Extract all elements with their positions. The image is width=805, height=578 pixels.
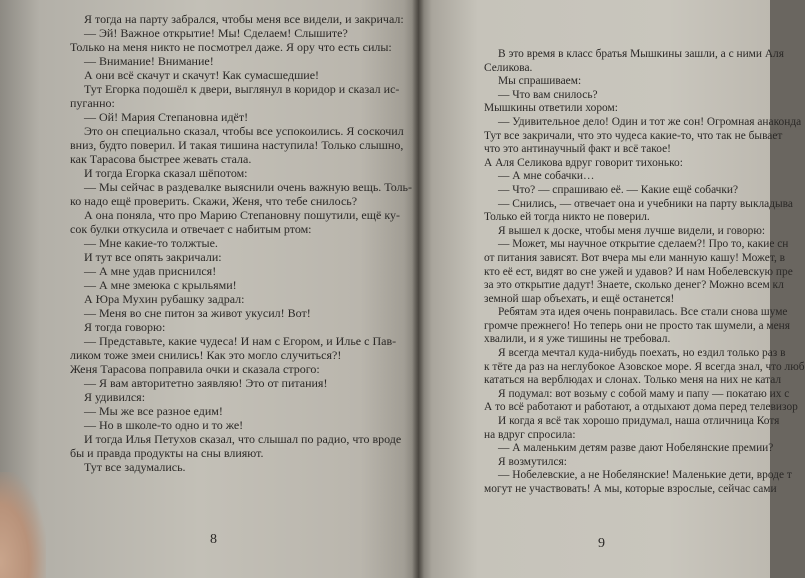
text-line: А они всё скачут и скачут! Как сумасшедшие! <box>84 68 320 82</box>
text-line: вниз, будто поверил. И такая тишина наступила! Только слышно, <box>70 138 404 152</box>
book-gutter <box>412 0 424 578</box>
right-page-text <box>484 48 805 497</box>
text-line: — Снились, — отвечает она и учебники на парту выкладыва <box>498 197 793 210</box>
thumb <box>0 472 46 578</box>
text-line: Я подумал: вот возьму с собой маму и папу — покатаю их с <box>498 387 790 400</box>
text-line: от питания зависят. Вот вчера мы ели манную кашу! Может, в <box>484 251 786 264</box>
text-line: И когда я всё так хорошо придумал, наша отличница Котя <box>498 415 780 428</box>
text-line: на вдруг спросила: <box>484 428 576 441</box>
text-line: Только ей тогда никто не поверил. <box>484 211 650 224</box>
text-line: Я возмутился: <box>498 455 567 468</box>
text-line: — Внимание! Внимание! <box>84 54 214 68</box>
text-line: — А мне собачки… <box>498 170 595 183</box>
text-line: — Нобелевские, а не Нобелянские! Маленькие дети, вроде т <box>498 469 792 482</box>
text-line: кататься на верблюдах и слонах. Только меня на них не катал <box>484 374 782 387</box>
text-line: сок булки откусила и отвечает с набитым ртом: <box>70 222 312 236</box>
text-line: — Я вам авторитетно заявляю! Это от питания! <box>84 376 328 390</box>
text-line: И тут все опять закричали: <box>84 250 222 264</box>
text-line: ликом тоже змеи снились! Как это могло случиться?! <box>70 348 342 362</box>
text-line: А она поняла, что про Марию Степановну пошутили, ещё ку- <box>84 208 400 222</box>
text-line: Я тогда говорю: <box>84 320 166 334</box>
text-line: — Меня во сне питон за живот укусил! Вот! <box>84 306 311 320</box>
text-line: Мышкины ответили хором: <box>484 102 618 115</box>
text-line: Селикова. <box>484 61 533 74</box>
text-line: — Мы же все разное едим! <box>84 404 223 418</box>
text-line: Я вышел к доске, чтобы меня лучше видели, и говорю: <box>498 224 766 237</box>
text-line: — Мне какие-то толжтые. <box>84 236 218 250</box>
text-line: — Мы сейчас в раздевалке выяснили очень важную вещь. Толь- <box>84 180 413 194</box>
text-line: А Аля Селикова вдруг говорит тихонько: <box>484 156 683 169</box>
text-line: Тут Егорка подошёл к двери, выглянул в коридор и сказал ис- <box>84 82 400 96</box>
text-line: Я удивился: <box>84 390 146 404</box>
text-line: — Но в школе-то одно и то же! <box>84 418 244 432</box>
text-line: Ребятам эта идея очень понравилась. Все стали снова шуме <box>498 306 788 319</box>
text-line: земной шар объехать, и ещё останется! <box>484 292 675 305</box>
text-line: Это он специально сказал, чтобы все успокоились. Я соскочил <box>84 124 404 138</box>
right-page <box>418 0 805 578</box>
text-line: — Ой! Мария Степановна идёт! <box>84 110 249 124</box>
text-line: пуганно: <box>70 96 115 110</box>
text-line: Я тогда на парту забрался, чтобы меня все видели, и закричал: <box>84 12 404 26</box>
text-line: Мы спрашиваем: <box>498 75 582 88</box>
text-line: В это время в класс братья Мышкины зашли, а с ними Аля <box>498 48 784 60</box>
text-line: Тут все закричали, что это чудеса какие-то, что так не бывает <box>484 129 783 142</box>
left-page-number: 8 <box>210 532 217 547</box>
text-line: И тогда Илья Петухов сказал, что слышал по радио, что вроде <box>84 432 402 446</box>
text-line: за это открытие дадут! Знаете, сколько денег? Можно всем кл <box>484 279 784 292</box>
text-line: — А маленьким детям разве дают Нобелянские премии? <box>498 442 774 455</box>
text-line: — Может, мы научное открытие сделаем?! Про то, какие сн <box>498 238 789 251</box>
text-line: к тёте да раз на неглубокое Азовское море. Я всегда знал, что люб <box>484 360 805 373</box>
text-line: бы и правда продукты на сны влияют. <box>70 446 264 460</box>
text-line: кто её ест, видят во сне ужей и удавов? И нам Нобелевскую пре <box>484 265 793 278</box>
text-line: — А мне змеюка с крыльями! <box>84 278 237 292</box>
right-page-number: 9 <box>598 536 605 551</box>
left-page-text <box>70 12 413 474</box>
text-line: А то всё работают и работают, а отдыхают дома перед телевизор <box>484 401 798 414</box>
text-line: А Юра Мухин рубашку задрал: <box>84 292 245 306</box>
text-line: Женя Тарасова поправила очки и сказала строго: <box>70 362 320 376</box>
text-line: — Удивительное дело! Один и тот же сон! Огромная анаконда <box>498 115 802 128</box>
text-line: громче прежнего! Но теперь они не просто так шумели, а меня <box>484 319 791 332</box>
text-line: И тогда Егорка сказал шёпотом: <box>84 166 248 180</box>
text-line: как Тарасова быстрее жевать стала. <box>70 152 252 166</box>
text-line: ко надо ещё проверить. Скажи, Женя, что тебе снилось? <box>70 194 358 208</box>
text-line: — Представьте, какие чудеса! И нам с Егором, и Илье с Пав- <box>84 334 397 348</box>
text-line: — А мне удав приснился! <box>84 264 217 278</box>
text-line: — Что вам снилось? <box>498 88 598 101</box>
text-line: хвалили, и я уже тишины не требовал. <box>484 333 671 346</box>
text-line: — Эй! Важное открытие! Мы! Сделаем! Слышите? <box>84 26 348 40</box>
text-line: что это антинаучный факт и всё такое! <box>484 143 671 156</box>
text-line: Только на меня никто не посмотрел даже. Я ору что есть силы: <box>70 40 392 54</box>
text-line: — Что? — спрашиваю её. — Какие ещё собачки? <box>498 183 739 196</box>
text-line: Я всегда мечтал куда-нибудь поехать, но ездил только раз в <box>498 347 786 360</box>
text-line: Тут все задумались. <box>84 460 186 474</box>
text-line: могут не участвовать! А мы, которые взрослые, сейчас сами <box>484 483 777 495</box>
